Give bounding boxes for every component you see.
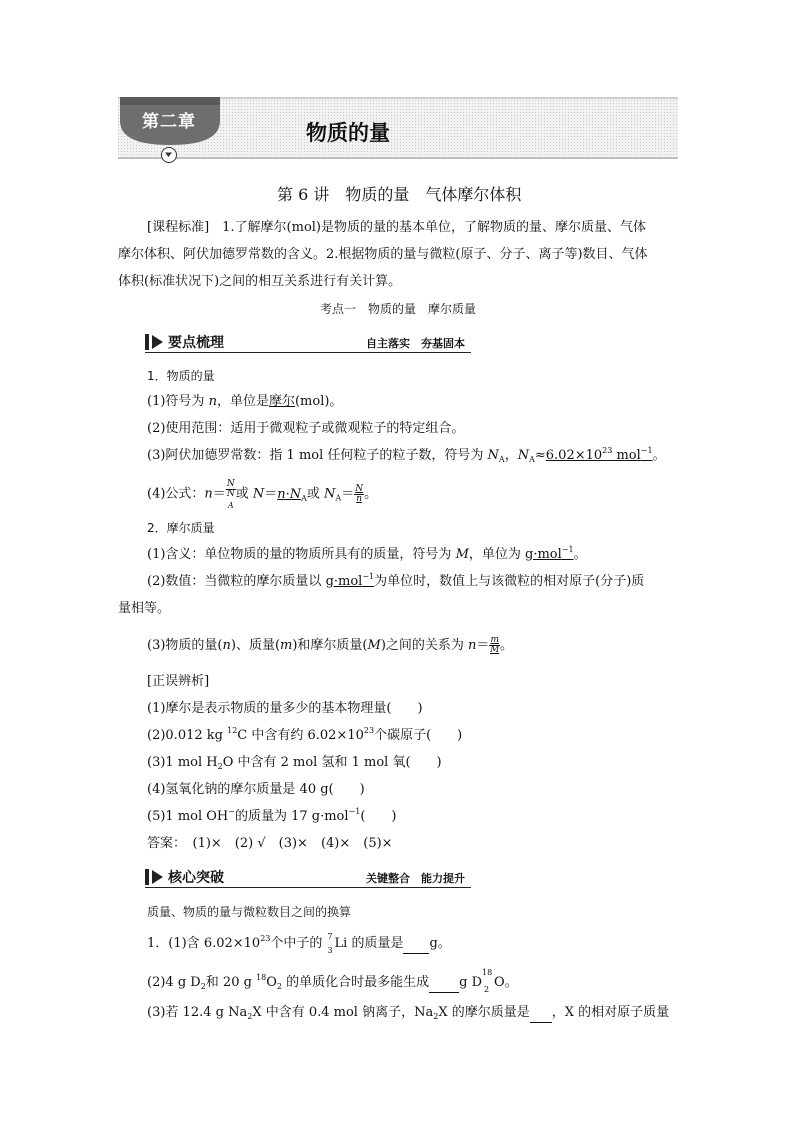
nuclide-notation: 7 3 [327, 932, 333, 955]
judge-answer: 答案： (1)× (2) √ (3)× (4)× (5)× [147, 836, 393, 851]
banner-background [118, 97, 678, 159]
answer-blank[interactable] [403, 935, 429, 954]
curriculum-line-1: [课程标准] 1.了解摩尔(mol)是物质的量的基本单位，了解物质的量、摩尔质量、气体 [147, 220, 647, 235]
core-subheading: 质量、物质的量与微粒数目之间的换算 [147, 905, 352, 919]
answer-underline: g·mol$^{-1}$ [325, 572, 375, 589]
answer-underline: g·mol$^{-1}$ [525, 545, 574, 562]
p1-line-d: (4)公式：n＝ N N $_A$ 或 $N=n\cdot N_A$或 $N_A=$ $\frac{N}{n}$ 。 [147, 479, 378, 510]
answer-blank[interactable] [530, 1004, 552, 1023]
p1-line-a: (1)符号为 n，单位是摩尔(mol)。 [147, 394, 343, 409]
fraction: N N $_A$ [226, 479, 235, 510]
chevron-down-icon[interactable] [161, 147, 177, 163]
answer-underline: $6.02\times 10^{23}$ mol$^{-1}$ [545, 446, 653, 463]
fraction: $\frac{m}{M}$ [490, 635, 500, 655]
curriculum-line-3: 体积(标准状况下)之间的相互关系进行有关计算。 [118, 274, 402, 289]
curriculum-line-2: 摩尔体积、阿伏加德罗常数的含义。2.根据物质的量与微粒(原子、分子、离子等)数目、气体 [118, 247, 648, 262]
judge-q3: (3)1 mol $H_2O$ 中含有 2 mol 氢和 1 mol 氧( ) [147, 755, 442, 771]
play-icon [152, 870, 163, 884]
p2-line-a: (1)含义：单位物质的量的物质所具有的质量，符号为 M，单位为 g·mol$^{-1}$。 [147, 545, 587, 562]
heading-amount-of-substance: 1．物质的量 [147, 369, 215, 383]
answer-blank[interactable] [429, 974, 459, 993]
section-subtitle: 自主落实 夯基固本 [366, 337, 465, 350]
answer-underline: 摩尔 [268, 394, 295, 409]
judge-q2: (2)0.012 kg $^{12}$C 中含有约 $6.02\times 10^{23}$个碳原子( ) [147, 726, 463, 743]
section-header-core [145, 867, 471, 888]
p2-line-b: (2)数值：当微粒的摩尔质量以 g·mol$^{-1}$为单位时，数值上与该微粒的相对原子(分子)质 [147, 572, 645, 589]
section-title: 核心突破 [168, 870, 224, 886]
lesson-title: 第 6 讲 物质的量 气体摩尔体积 [277, 185, 522, 204]
p2-line-c: (3)物质的量(n)、质量(m)和摩尔质量(M)之间的关系为 n＝ $\frac{m}{M}$ 。 [147, 635, 513, 655]
section-bar [145, 334, 149, 350]
chapter-label: 第二章 [142, 112, 196, 132]
p2-line-b-cont: 量相等。 [118, 601, 171, 616]
heading-molar-mass: 2．摩尔质量 [147, 521, 215, 535]
section-title: 要点梳理 [168, 335, 224, 351]
fraction: $\frac{N}{n}$ [355, 483, 364, 504]
topic-heading: 考点一 物质的量 摩尔质量 [320, 302, 477, 316]
section-header-key-points [145, 332, 471, 353]
exercise-1-3: (3)若 12.4 g $Na_2X$ 中含有 0.4 mol 钠离子，$Na_2X$ 的摩尔质量是 ，X 的相对原子质量 [147, 1005, 670, 1021]
p1-line-c: (3)阿伏加德罗常数：指 1 mol 任何粒子的粒子数，符号为 $N_A$，$N_A\approx 6.02\times 10^{23}$ mol$^{-1}$。 [147, 446, 666, 464]
section-bar [145, 869, 149, 885]
isotope-notation: 18 2 [482, 968, 493, 994]
section-subtitle: 关键整合 能力提升 [366, 872, 465, 885]
exercise-1-1: 1．(1)含 $6.02\times 10^{23}$个中子的 7 3 Li 的质量是 g。 [147, 932, 451, 955]
play-icon [152, 335, 163, 349]
chapter-banner [118, 97, 678, 159]
answer-underline: $n\cdot N_A$ [277, 486, 307, 503]
p1-line-b: (2)使用范围：适用于微观粒子或微观粒子的特定组合。 [147, 421, 465, 436]
judge-q4: (4)氢氧化钠的摩尔质量是 40 g( ) [147, 782, 365, 797]
judge-heading: [正误辨析] [147, 674, 210, 689]
exercise-1-2: (2)4 g $D_2$和 20 g $^{18}O_2$ 的单质化合时最多能生成 g D 18 2 O。 [147, 968, 518, 994]
judge-q5: (5)1 mol OH−的质量为 17 g·mol$^{-1}$( ) [147, 807, 397, 824]
chapter-title: 物质的量 [306, 121, 390, 145]
judge-q1: (1)摩尔是表示物质的量多少的基本物理量( ) [147, 701, 423, 716]
